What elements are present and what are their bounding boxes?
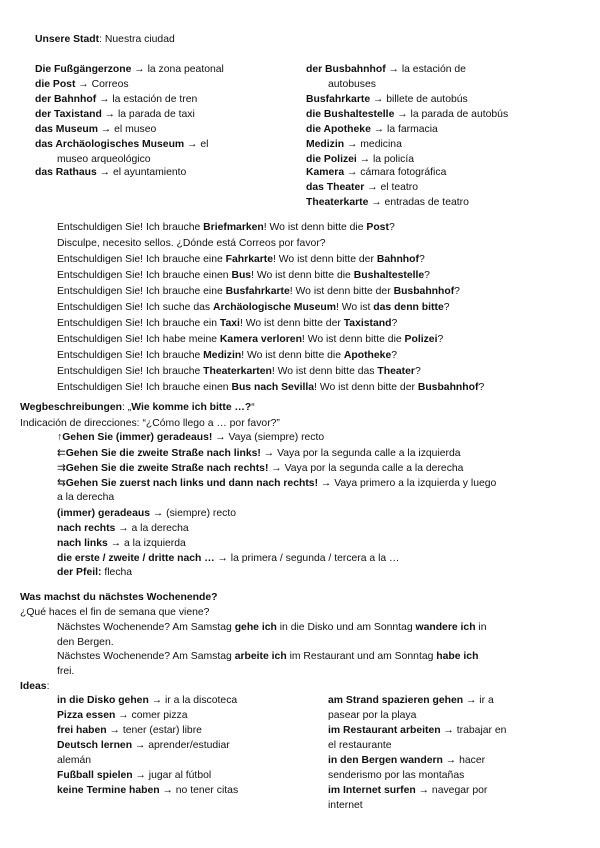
dialogue-line-seg-2: ! Wo ist — [335, 302, 374, 313]
idea-right-item — [328, 799, 363, 812]
vocab-left-item-seg-0: Die Fußgängerzone — [35, 64, 132, 75]
weekend-heading — [20, 591, 217, 604]
vocab-right-item — [306, 196, 469, 209]
direction-line-seg-1: → (siempre) recto — [149, 508, 237, 519]
vocab-left-item-seg-1: → el — [184, 139, 209, 150]
direction-line — [57, 462, 463, 475]
vocab-left-item-seg-1: → la estación de tren — [96, 94, 198, 105]
vocab-right-item-seg-1: → el teatro — [364, 182, 419, 193]
idea-left-item — [57, 694, 237, 707]
vocab-right-item-seg-1: → entradas de teatro — [368, 197, 469, 208]
dialogue-line-seg-2: ! Wo ist denn bitte die — [263, 222, 367, 233]
vocab-right-item-seg-1: → medicina — [344, 139, 402, 150]
direction-line-seg-1: flecha — [101, 567, 133, 578]
vocab-left-item — [35, 93, 197, 106]
idea-right-item — [328, 754, 485, 767]
directions-heading — [20, 401, 255, 414]
dialogue-line-seg-3: das denn bitte — [373, 302, 444, 313]
idea-right-item — [328, 739, 392, 752]
idea-left-item — [57, 739, 230, 752]
dialogue-line-seg-1: Archäologische Museum — [212, 302, 336, 313]
dialogue-line-seg-2: ! Wo ist denn bitte der — [239, 318, 344, 329]
weekend-text-line — [57, 621, 487, 634]
dialogue-line-seg-4: ? — [478, 382, 485, 393]
idea-right-item-seg-0: pasear por la playa — [328, 710, 417, 721]
weekend-text-line — [57, 650, 478, 663]
dialogue-line — [57, 317, 397, 330]
vocab-left-item-seg-0: museo arqueológico — [57, 154, 151, 165]
page-title — [35, 33, 175, 46]
vocab-right-item-seg-1: → la estación de — [385, 64, 466, 75]
direction-line-seg-1: → a la izquierda — [107, 538, 186, 549]
dialogue-line-seg-0: Entschuldigen Sie! Ich brauche — [57, 366, 204, 377]
dialogue-line-seg-2: ! Wo ist denn bitte die — [241, 350, 344, 361]
dialogue-line-seg-3: Busbahnhof — [393, 286, 455, 297]
direction-line-seg-0: der Pfeil: — [57, 567, 102, 578]
idea-right-item-seg-1: → navegar por — [415, 785, 488, 796]
vocab-right-item-seg-0: die Bushaltestelle — [306, 109, 395, 120]
weekend-text-line-seg-0: Nächstes Wochenende? Am Samstag — [57, 622, 235, 633]
dialogue-line — [57, 333, 443, 346]
idea-left-item-seg-0: Fußball spielen — [57, 770, 133, 781]
dialogue-line-seg-0: Disculpe, necesito sellos. ¿Dónde está Correos por favor? — [57, 238, 326, 249]
weekend-text-line-seg-1: arbeite ich — [234, 651, 287, 662]
vocab-left-item-seg-1: → la parada de taxi — [101, 109, 195, 120]
vocab-right-item-seg-0: das Theater — [306, 182, 365, 193]
weekend-heading-seg-0: Was machst du nächstes Wochenende? — [20, 592, 218, 603]
direction-line-seg-2: → Vaya (siempre) recto — [212, 432, 325, 443]
weekend-text-line-seg-4: in — [475, 622, 487, 633]
idea-right-item-seg-0: im Restaurant arbeiten — [328, 725, 441, 736]
vocab-right-item-seg-0: Busfahrkarte — [306, 94, 371, 105]
dialogue-line-seg-3: Taxistand — [343, 318, 392, 329]
direction-line-seg-2: → Vaya por la segunda calle a la derecha — [268, 463, 464, 474]
idea-right-item — [328, 784, 487, 797]
weekend-text-line-seg-2: im Restaurant und am Sonntag — [286, 651, 437, 662]
dialogue-line — [57, 365, 421, 378]
idea-right-item — [328, 769, 464, 782]
dialogue-line-seg-2: ! Wo ist denn bitte der — [273, 254, 377, 265]
dialogue-line-seg-4: ? — [414, 366, 421, 377]
idea-right-item-seg-0: senderismo por las montañas — [328, 770, 465, 781]
idea-right-item-seg-0: in den Bergen wandern — [328, 755, 443, 766]
idea-left-item-seg-1: → comer pizza — [115, 710, 188, 721]
vocab-right-item — [306, 108, 508, 121]
dialogue-line-seg-3: Apotheke — [343, 350, 392, 361]
dialogue-line-seg-1: Busfahrkarte — [225, 286, 290, 297]
vocab-left-item — [35, 108, 195, 121]
direction-line — [57, 507, 236, 520]
title-rest: : Nuestra ciudad — [99, 34, 175, 45]
vocab-left-item-seg-0: das Archäologisches Museum — [35, 139, 185, 150]
dialogue-line-seg-0: Entschuldigen Sie! Ich brauche einen — [57, 270, 232, 281]
dialogue-line-seg-0: Entschuldigen Sie! Ich brauche eine — [57, 254, 226, 265]
ideas-heading-seg-1: : — [46, 681, 50, 692]
directions-subheading-seg-0: Indicación de direcciones: “¿Cómo llego a … por favor?” — [20, 418, 280, 429]
ideas-heading-seg-0: Ideas — [20, 681, 47, 692]
vocab-left-item-seg-1: → Correos — [75, 79, 129, 90]
direction-line-seg-1: → la primera / segunda / tercera a la … — [214, 553, 400, 564]
weekend-text-line-seg-1: gehe ich — [234, 622, 277, 633]
direction-line-seg-1: Gehen Sie zuerst nach links und dann nach rechts! — [65, 478, 319, 489]
direction-line — [57, 491, 114, 504]
vocab-right-item-seg-1: → billete de autobús — [370, 94, 468, 105]
idea-left-item-seg-0: Deutsch lernen — [57, 740, 133, 751]
direction-line-seg-2: → Vaya por la segunda calle a la izquierda — [260, 448, 461, 459]
dialogue-line-seg-0: Entschuldigen Sie! Ich brauche — [57, 222, 204, 233]
dialogue-line-seg-3: Theater — [377, 366, 415, 377]
vocab-right-item — [306, 63, 466, 76]
weekend-text-line — [57, 665, 74, 678]
vocab-left-item-seg-0: der Bahnhof — [35, 94, 97, 105]
direction-line-seg-0: nach links — [57, 538, 108, 549]
dialogue-line-seg-1: Briefmarken — [203, 222, 264, 233]
dialogue-line — [57, 301, 450, 314]
direction-line-seg-1: Gehen Sie die zweite Straße nach links! — [65, 448, 261, 459]
dialogue-line-seg-1: Bus — [231, 270, 252, 281]
dialogue-line-seg-1: Kamera verloren — [219, 334, 302, 345]
dialogue-line-seg-4: ? — [424, 270, 430, 281]
vocab-left-item — [35, 78, 129, 91]
direction-line-seg-0: nach rechts — [57, 523, 116, 534]
weekend-text-line-seg-0: frei. — [57, 666, 75, 677]
direction-line-seg-0: a la derecha — [57, 492, 115, 503]
dialogue-line — [57, 269, 430, 282]
idea-left-item — [57, 724, 202, 737]
weekend-text-line-seg-0: Nächstes Wochenende? Am Samstag — [57, 651, 235, 662]
idea-left-item — [57, 709, 188, 722]
weekend-text-line-seg-3: habe ich — [436, 651, 479, 662]
direction-line-seg-0: die erste / zweite / dritte nach … — [57, 553, 215, 564]
vocab-right-item — [306, 123, 438, 136]
dialogue-line-seg-4: ? — [391, 350, 397, 361]
ideas-heading — [20, 680, 49, 693]
dialogue-line-seg-0: Entschuldigen Sie! Ich habe meine — [57, 334, 220, 345]
vocab-left-item-seg-0: das Museum — [35, 124, 98, 135]
dialogue-line-seg-0: Entschuldigen Sie! Ich suche das — [57, 302, 213, 313]
vocab-left-item — [35, 166, 186, 179]
vocab-right-item-seg-0: Kamera — [306, 167, 345, 178]
idea-right-item — [328, 709, 416, 722]
weekend-subheading — [20, 606, 209, 619]
vocab-right-item-seg-0: autobuses — [328, 79, 376, 90]
idea-left-item-seg-1: → tener (estar) libre — [106, 725, 202, 736]
vocab-left-item-seg-0: der Taxistand — [35, 109, 102, 120]
vocab-right-item-seg-0: Theaterkarte — [306, 197, 369, 208]
dialogue-line-seg-2: ! Wo ist denn bitte die — [301, 334, 405, 345]
idea-left-item-seg-0: Pizza essen — [57, 710, 116, 721]
idea-left-item-seg-0: keine Termine haben — [57, 785, 160, 796]
dialogue-line — [57, 349, 397, 362]
dialogue-line-seg-4: ? — [418, 254, 425, 265]
directions-subheading — [20, 417, 280, 430]
idea-left-item-seg-0: frei haben — [57, 725, 107, 736]
dialogue-line-seg-4: ? — [443, 302, 450, 313]
dialogue-line-seg-1: Taxi — [219, 318, 240, 329]
dialogue-line — [57, 253, 425, 266]
direction-line-seg-1: Gehen Sie die zweite Straße nach rechts! — [65, 463, 269, 474]
direction-line-seg-0: ↑ — [57, 432, 63, 443]
dialogue-line-seg-0: Entschuldigen Sie! Ich brauche eine — [57, 286, 226, 297]
dialogue-line-seg-3: Post — [366, 222, 389, 233]
idea-right-item — [328, 724, 506, 737]
directions-heading-seg-0: Wegbeschreibungen — [20, 402, 122, 413]
vocab-right-item — [306, 153, 414, 166]
vocab-right-item-seg-0: Medizin — [306, 139, 345, 150]
dialogue-line-seg-1: Fahrkarte — [225, 254, 274, 265]
dialogue-line-seg-4: ? — [391, 318, 398, 329]
dialogue-line-seg-2: ! Wo ist denn bitte der — [314, 382, 418, 393]
dialogue-line — [57, 237, 326, 250]
idea-right-item-seg-0: el restaurante — [328, 740, 392, 751]
dialogue-line-seg-4: ? — [388, 222, 395, 233]
idea-left-item — [57, 784, 238, 797]
dialogue-line-seg-0: Entschuldigen Sie! Ich brauche — [57, 350, 204, 361]
vocab-right-item-seg-0: die Apotheke — [306, 124, 371, 135]
vocab-right-item-seg-1: → la parada de autobús — [394, 109, 509, 120]
vocab-right-item — [306, 166, 446, 179]
dialogue-line-seg-3: Bushaltestelle — [353, 270, 425, 281]
vocab-right-item — [328, 78, 376, 91]
dialogue-line — [57, 381, 484, 394]
dialogue-line — [57, 285, 460, 298]
vocab-left-item-seg-1: → el museo — [97, 124, 157, 135]
vocab-right-item-seg-0: die Polizei — [306, 154, 357, 165]
weekend-text-line — [57, 636, 114, 649]
vocab-right-item-seg-1: → la farmacia — [370, 124, 438, 135]
direction-line-seg-2: → Vaya primero a la izquierda y luego — [318, 478, 497, 489]
directions-heading-seg-1: : „ — [122, 402, 132, 413]
idea-left-item — [57, 769, 211, 782]
vocab-right-item — [306, 93, 468, 106]
weekend-text-line-seg-0: den Bergen. — [57, 637, 114, 648]
dialogue-line-seg-2: ! Wo ist denn bitte die — [251, 270, 354, 281]
direction-line-seg-0: ⇉ — [57, 463, 66, 474]
direction-line-seg-0: ⇆ — [57, 478, 66, 489]
vocab-right-item — [306, 181, 418, 194]
vocab-left-item-seg-1: → el ayuntamiento — [96, 167, 187, 178]
weekend-subheading-seg-0: ¿Qué haces el fin de semana que viene? — [20, 607, 210, 618]
directions-heading-seg-3: “ — [251, 402, 255, 413]
direction-line-seg-1: → a la derecha — [115, 523, 189, 534]
idea-right-item-seg-1: → ir a — [463, 695, 494, 706]
direction-line — [57, 552, 399, 565]
dialogue-line-seg-0: Entschuldigen Sie! Ich brauche ein — [57, 318, 220, 329]
idea-left-item-seg-0: alemán — [57, 755, 92, 766]
dialogue-line-seg-4: ? — [437, 334, 444, 345]
direction-line — [57, 537, 186, 550]
idea-left-item-seg-1: → no tener citas — [159, 785, 239, 796]
idea-left-item-seg-1: → jugar al fútbol — [132, 770, 212, 781]
idea-left-item-seg-1: → ir a la discoteca — [148, 695, 238, 706]
title-bold: Unsere Stadt — [35, 34, 100, 45]
dialogue-line — [57, 221, 395, 234]
vocab-left-item — [35, 123, 156, 136]
idea-right-item-seg-1: → trabajar en — [440, 725, 507, 736]
direction-line-seg-1: Gehen Sie (immer) geradeaus! — [62, 432, 213, 443]
vocab-left-item-seg-0: das Rathaus — [35, 167, 97, 178]
idea-right-item — [328, 694, 494, 707]
direction-line — [57, 566, 132, 579]
vocab-left-item — [35, 138, 208, 151]
direction-line-seg-0: (immer) geradeaus — [57, 508, 150, 519]
weekend-text-line-seg-3: wandere ich — [415, 622, 476, 633]
vocab-left-item — [35, 63, 224, 76]
dialogue-line-seg-2: ! Wo ist denn bitte der — [289, 286, 394, 297]
idea-left-item — [57, 754, 91, 767]
idea-right-item-seg-0: im Internet surfen — [328, 785, 416, 796]
idea-right-item-seg-0: internet — [328, 800, 363, 811]
direction-line — [57, 522, 189, 535]
idea-right-item-seg-1: → hacer — [442, 755, 486, 766]
dialogue-line-seg-2: ! Wo ist denn bitte das — [271, 366, 378, 377]
direction-line — [57, 477, 496, 490]
dialogue-line-seg-1: Theaterkarten — [203, 366, 272, 377]
vocab-right-item-seg-0: der Busbahnhof — [306, 64, 386, 75]
dialogue-line-seg-1: Medizin — [203, 350, 242, 361]
direction-line-seg-0: ⇇ — [57, 448, 66, 459]
vocab-left-item — [57, 153, 151, 166]
idea-left-item-seg-1: → aprender/estudiar — [132, 740, 230, 751]
idea-left-item-seg-0: in die Disko gehen — [57, 695, 149, 706]
vocab-right-item — [306, 138, 402, 151]
vocab-left-item-seg-1: → la zona peatonal — [131, 64, 224, 75]
vocab-left-item-seg-0: die Post — [35, 79, 76, 90]
dialogue-line-seg-4: ? — [454, 286, 460, 297]
dialogue-line-seg-0: Entschuldigen Sie! Ich brauche einen — [57, 382, 232, 393]
dialogue-line-seg-3: Polizei — [404, 334, 438, 345]
weekend-text-line-seg-2: in die Disko und am Sonntag — [276, 622, 416, 633]
direction-line — [57, 431, 324, 444]
idea-right-item-seg-0: am Strand spazieren gehen — [328, 695, 464, 706]
dialogue-line-seg-3: Bahnhof — [376, 254, 419, 265]
direction-line — [57, 447, 461, 460]
directions-heading-seg-2: Wie komme ich bitte …? — [131, 402, 252, 413]
vocab-right-item-seg-1: → la policía — [356, 154, 414, 165]
dialogue-line-seg-1: Bus nach Sevilla — [231, 382, 315, 393]
dialogue-line-seg-3: Busbahnhof — [417, 382, 479, 393]
vocab-right-item-seg-1: → cámara fotográfica — [344, 167, 447, 178]
